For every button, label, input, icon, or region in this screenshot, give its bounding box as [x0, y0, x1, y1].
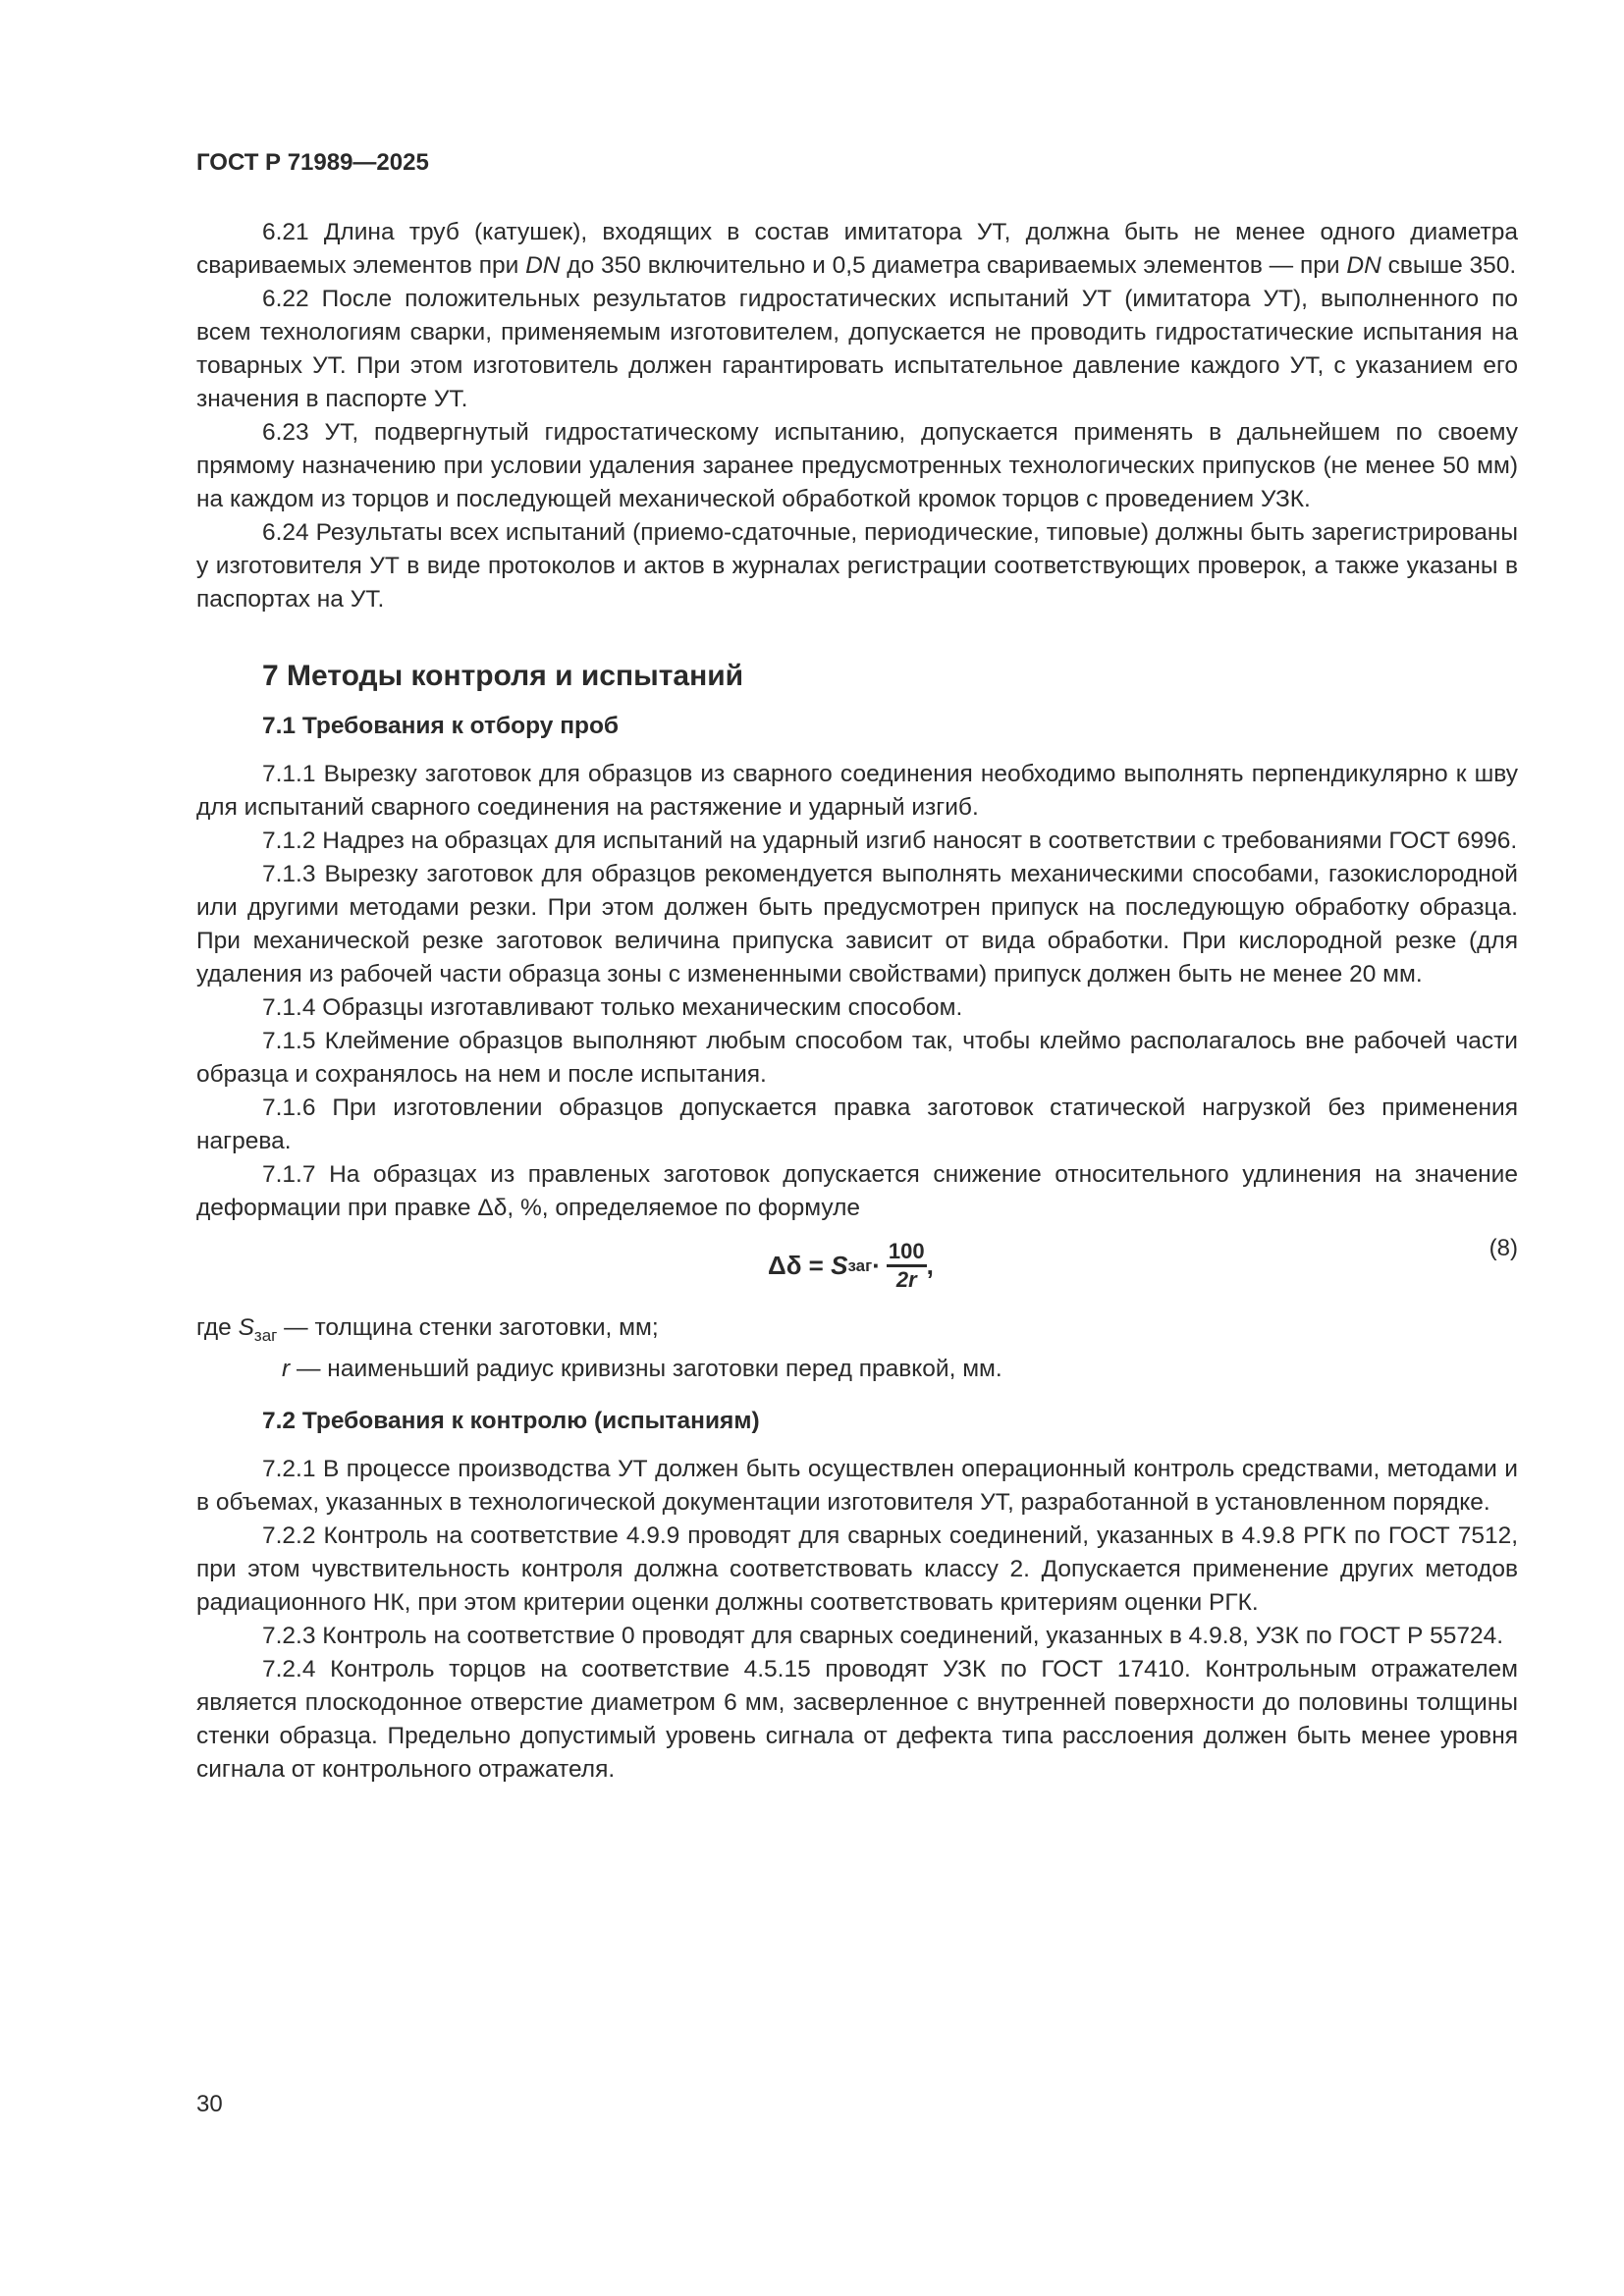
text: заг — [847, 1255, 873, 1275]
paragraph: 7.1.2 Надрез на образцах для испытаний на ударный изгиб наносят в соответствии с требованиями ГОСТ 6996. — [262, 828, 1518, 854]
text: DN — [525, 252, 561, 279]
text: где — [196, 1314, 239, 1341]
text: S — [831, 1251, 848, 1280]
formula-expression — [768, 1239, 934, 1293]
text: — толщина стенки заготовки, мм; — [277, 1314, 659, 1341]
fraction — [887, 1239, 927, 1293]
page-number: 30 — [196, 2091, 223, 2117]
paragraph: 7.2.3 Контроль на соответствие 0 проводят для сварных соединений, указанных в 4.9.8, УЗК по ГОСТ Р 55724. — [262, 1622, 1504, 1649]
text: · — [872, 1251, 881, 1280]
subsection-heading: 7.1 Требования к отбору проб — [262, 713, 620, 739]
text: свыше 350. — [1380, 252, 1517, 279]
paragraph: 7.1.5 Клеймение образцов выполняют любым способом так, чтобы клеймо располагалось вне рабочей части образца и сохранялось на нем и после испытания. — [196, 1028, 1518, 1088]
legend-line — [196, 1311, 1518, 1353]
paragraph-6-23: 6.23 УТ, подвергнутый гидростатическому испытанию, допускается применять в дальнейшем по своему прямому назначению при условии удаления заранее предусмотренных технологических припусков (не менее 50 мм) на каждом из торцов и последующей механической обработкой кромок торцов с проведением УЗК. — [196, 419, 1518, 512]
text: DN — [1346, 252, 1381, 279]
text: Δδ = — [768, 1251, 824, 1280]
text: r — [282, 1355, 291, 1382]
legend-line — [196, 1353, 1518, 1386]
text: , — [926, 1251, 934, 1280]
denominator: 2r — [895, 1267, 917, 1292]
paragraph: 7.1.3 Вырезку заготовок для образцов рекомендуется выполнять механическими способами, газокислородной или другими методами резки. При этом должен быть предусмотрен припуск на последующую обработку образца. При механической резке заготовок величина припуска зависит от вида обработки. При кислородной резке (для удаления из рабочей части образца зоны с измененными свойствами) припуск должен быть не менее 20 мм. — [196, 861, 1518, 988]
paragraph: 7.1.1 Вырезку заготовок для образцов из сварного соединения необходимо выполнять перпендикулярно к шву для испытаний сварного соединения на растяжение и ударный изгиб. — [196, 761, 1518, 821]
text: S — [238, 1314, 254, 1341]
formula — [196, 1233, 1518, 1302]
document-page — [196, 149, 1518, 1787]
text: — наименьший радиус кривизны заготовки перед правкой, мм. — [290, 1355, 1002, 1382]
text: до 350 включительно и 0,5 диаметра свариваемых элементов — при — [560, 252, 1347, 279]
paragraph-6-24: 6.24 Результаты всех испытаний (приемо-сдаточные, периодические, типовые) должны быть зарегистрированы у изготовителя УТ в виде протоколов и актов в журналах регистрации соответствующих проверок, а также указаны в паспортах на УТ. — [196, 519, 1518, 613]
subsection-heading: 7.2 Требования к контролю (испытаниям) — [262, 1407, 760, 1434]
section-heading: 7 Методы контроля и испытаний — [262, 660, 744, 692]
paragraph-6-22: 6.22 После положительных результатов гидростатических испытаний УТ (имитатора УТ), выполненного по всем технологиям сварки, применяемым изготовителем, допускается не проводить гидростатические испытания на товарных УТ. При этом изготовитель должен гарантировать испытательное давление каждого УТ, с указанием его значения в паспорте УТ. — [196, 286, 1518, 412]
paragraph: 7.1.7 На образцах из правленых заготовок допускается снижение относительного удлинения на значение деформации при правке Δδ, %, определяемое по формуле — [196, 1161, 1518, 1221]
text: заг — [253, 1325, 278, 1345]
document-header: ГОСТ Р 71989—2025 — [196, 149, 429, 176]
numerator: 100 — [887, 1239, 927, 1267]
formula-number: (8) — [1489, 1235, 1518, 1261]
text: 6.21 Длина труб (катушек), входящих в состав имитатора УТ, должна быть не менее одного диаметра свариваемых элементов при — [196, 219, 1518, 279]
paragraph: 7.1.4 Образцы изготавливают только механическим способом. — [262, 994, 963, 1021]
formula-legend — [196, 1311, 1518, 1386]
paragraph: 7.2.4 Контроль торцов на соответствие 4.5.15 проводят УЗК по ГОСТ 17410. Контрольным отражателем является плоскодонное отверстие диаметром 6 мм, засверленное с внутренней поверхности до половины толщины стенки образца. Предельно допустимый уровень сигнала от дефекта типа расслоения должен быть менее уровня сигнала от контрольного отражателя. — [196, 1655, 1518, 1783]
paragraph: 7.1.6 При изготовлении образцов допускается правка заготовок статической нагрузкой без применения нагрева. — [196, 1095, 1518, 1154]
paragraph: 7.2.1 В процессе производства УТ должен быть осуществлен операционный контроль средствами, методами и в объемах, указанных в технологической документации изготовителя УТ, разработанной в установленном порядке. — [196, 1455, 1518, 1516]
paragraph-6-21 — [196, 216, 1518, 283]
paragraph: 7.2.2 Контроль на соответствие 4.9.9 проводят для сварных соединений, указанных в 4.9.8 РГК по ГОСТ 7512, при этом чувствительность контроля должна соответствовать классу 2. Допускается применение других методов радиационного НК, при этом критерии оценки должны соответствовать критериям оценки РГК. — [196, 1522, 1518, 1616]
